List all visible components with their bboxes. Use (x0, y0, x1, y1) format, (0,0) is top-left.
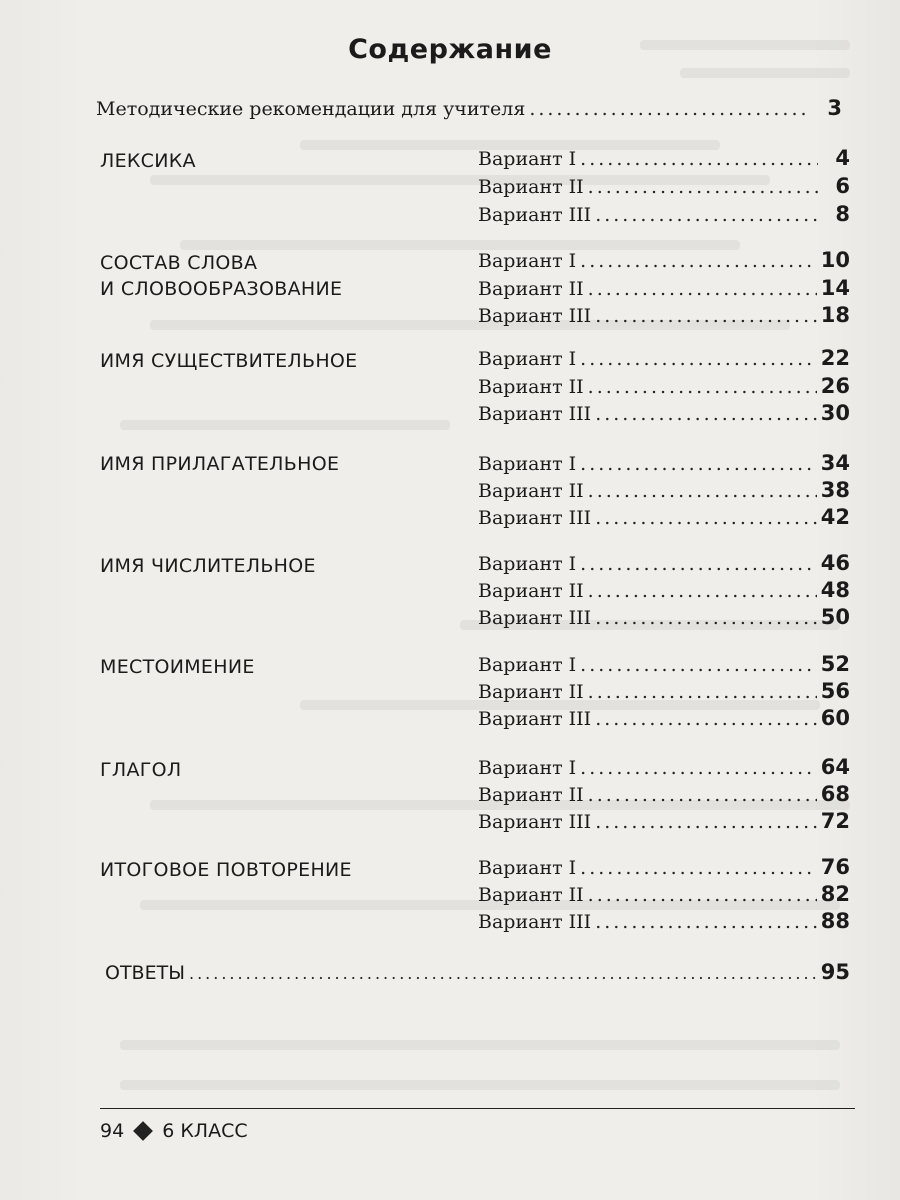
variant-label: Вариант I (478, 654, 577, 676)
toc-entry-intro[interactable] (96, 96, 842, 120)
toc-page-number: 42 (820, 505, 850, 529)
leader-dots (588, 784, 817, 806)
toc-page-number: 95 (820, 960, 850, 984)
variant-label: Вариант II (478, 376, 584, 398)
toc-variant-entry[interactable] (478, 679, 850, 703)
variant-label: Вариант II (478, 784, 584, 806)
toc-entry-answers[interactable] (105, 960, 850, 984)
section-title: ИМЯ ЧИСЛИТЕЛЬНОЕ (100, 555, 316, 577)
toc-page-number: 38 (820, 478, 850, 502)
leader-dots (595, 305, 817, 327)
variant-label: Вариант I (478, 453, 577, 475)
toc-variant-entry[interactable] (478, 909, 850, 933)
toc-variant-entry[interactable] (478, 809, 850, 833)
toc-variant-entry[interactable] (478, 303, 850, 327)
toc-variant-entry[interactable] (478, 248, 850, 272)
toc-variant-entry[interactable] (478, 605, 850, 629)
section-title: ИТОГОВОЕ ПОВТОРЕНИЕ (100, 859, 352, 881)
leader-dots (595, 911, 817, 933)
leader-dots (595, 507, 817, 529)
toc-variant-entry[interactable] (478, 202, 850, 226)
section-title: ОТВЕТЫ (105, 962, 185, 984)
leader-dots (189, 964, 817, 983)
section-title: ГЛАГОЛ (100, 759, 182, 781)
toc-page-number: 60 (820, 706, 850, 730)
toc-page-number: 22 (820, 346, 850, 370)
toc-page-number: 30 (820, 401, 850, 425)
leader-dots (580, 654, 817, 676)
section-title: И СЛОВООБРАЗОВАНИЕ (100, 278, 343, 300)
leader-dots (580, 857, 817, 879)
toc-page-number: 26 (820, 374, 850, 398)
variant-label: Вариант II (478, 681, 584, 703)
leader-dots (580, 348, 817, 370)
toc-variant-entry[interactable] (478, 174, 850, 198)
variant-label: Вариант II (478, 278, 584, 300)
toc-variant-entry[interactable] (478, 276, 850, 300)
toc-page-number: 18 (820, 303, 850, 327)
variant-label: Вариант III (478, 507, 592, 529)
variant-label: Вариант III (478, 607, 592, 629)
leader-dots (595, 811, 817, 833)
leader-dots (588, 278, 817, 300)
variant-label: Вариант I (478, 148, 577, 170)
toc-variant-entry[interactable] (478, 505, 850, 529)
leader-dots (588, 681, 817, 703)
toc-variant-entry[interactable] (478, 755, 850, 779)
toc-variant-entry[interactable] (478, 146, 850, 170)
page-footer (100, 1120, 248, 1142)
variant-label: Вариант III (478, 305, 592, 327)
toc-variant-entry[interactable] (478, 652, 850, 676)
toc-variant-entry[interactable] (478, 882, 850, 906)
toc-page-number: 34 (820, 451, 850, 475)
toc-variant-entry[interactable] (478, 374, 850, 398)
toc-variant-entry[interactable] (478, 451, 850, 475)
variant-label: Вариант II (478, 176, 584, 198)
toc-page-number: 82 (820, 882, 850, 906)
toc-page-number: 56 (820, 679, 850, 703)
toc-variant-entry[interactable] (478, 706, 850, 730)
footer-divider (100, 1108, 855, 1109)
section-title: ИМЯ ПРИЛАГАТЕЛЬНОЕ (100, 453, 340, 475)
leader-dots (580, 148, 818, 170)
leader-dots (580, 553, 817, 575)
variant-label: Вариант II (478, 580, 584, 602)
leader-dots (580, 757, 817, 779)
toc-page-number: 48 (820, 578, 850, 602)
toc-page-number: 52 (820, 652, 850, 676)
variant-label: Вариант III (478, 911, 592, 933)
leader-dots (588, 580, 817, 602)
section-title: ИМЯ СУЩЕСТВИТЕЛЬНОЕ (100, 350, 358, 372)
leader-dots (595, 204, 818, 226)
variant-label: Вариант I (478, 348, 577, 370)
toc-page-number: 72 (820, 809, 850, 833)
variant-label: Вариант II (478, 884, 584, 906)
leader-dots (588, 884, 817, 906)
toc-page-number: 76 (820, 855, 850, 879)
leader-dots (595, 403, 817, 425)
toc-variant-entry[interactable] (478, 551, 850, 575)
variant-label: Вариант III (478, 204, 592, 226)
leader-dots (580, 453, 817, 475)
variant-label: Вариант III (478, 403, 592, 425)
footer-grade: 6 КЛАСС (162, 1120, 248, 1142)
toc-variant-entry[interactable] (478, 855, 850, 879)
leader-dots (595, 708, 817, 730)
leader-dots (588, 480, 817, 502)
toc-entry-label: Методические рекомендации для учителя (96, 98, 526, 120)
leader-dots (588, 376, 817, 398)
toc-page-number: 10 (820, 248, 850, 272)
leader-dots (580, 250, 817, 272)
variant-label: Вариант I (478, 857, 577, 879)
section-title: СОСТАВ СЛОВА (100, 252, 258, 274)
toc-page-number: 64 (820, 755, 850, 779)
toc-page-number: 3 (827, 96, 842, 120)
leader-dots (529, 98, 810, 120)
toc-page-number: 88 (820, 909, 850, 933)
variant-label: Вариант I (478, 250, 577, 272)
toc-variant-entry[interactable] (478, 346, 850, 370)
toc-page-number: 14 (820, 276, 850, 300)
toc-page-number: 6 (835, 174, 850, 198)
variant-label: Вариант III (478, 708, 592, 730)
toc-page-number: 50 (820, 605, 850, 629)
diamond-icon (133, 1121, 153, 1141)
toc-variant-entry[interactable] (478, 782, 850, 806)
section-title: МЕСТОИМЕНИЕ (100, 656, 255, 678)
footer-page-number: 94 (100, 1120, 125, 1142)
variant-label: Вариант III (478, 811, 592, 833)
toc-variant-entry[interactable] (478, 401, 850, 425)
toc-page-number: 4 (835, 146, 850, 170)
toc-page-number: 68 (820, 782, 850, 806)
toc-page-number: 8 (835, 202, 850, 226)
toc-variant-entry[interactable] (478, 578, 850, 602)
leader-dots (595, 607, 817, 629)
variant-label: Вариант I (478, 757, 577, 779)
page-title: Содержание (348, 34, 552, 65)
variant-label: Вариант I (478, 553, 577, 575)
toc-page-number: 46 (820, 551, 850, 575)
variant-label: Вариант II (478, 480, 584, 502)
section-title: ЛЕКСИКА (100, 150, 196, 172)
leader-dots (588, 176, 818, 198)
toc-variant-entry[interactable] (478, 478, 850, 502)
